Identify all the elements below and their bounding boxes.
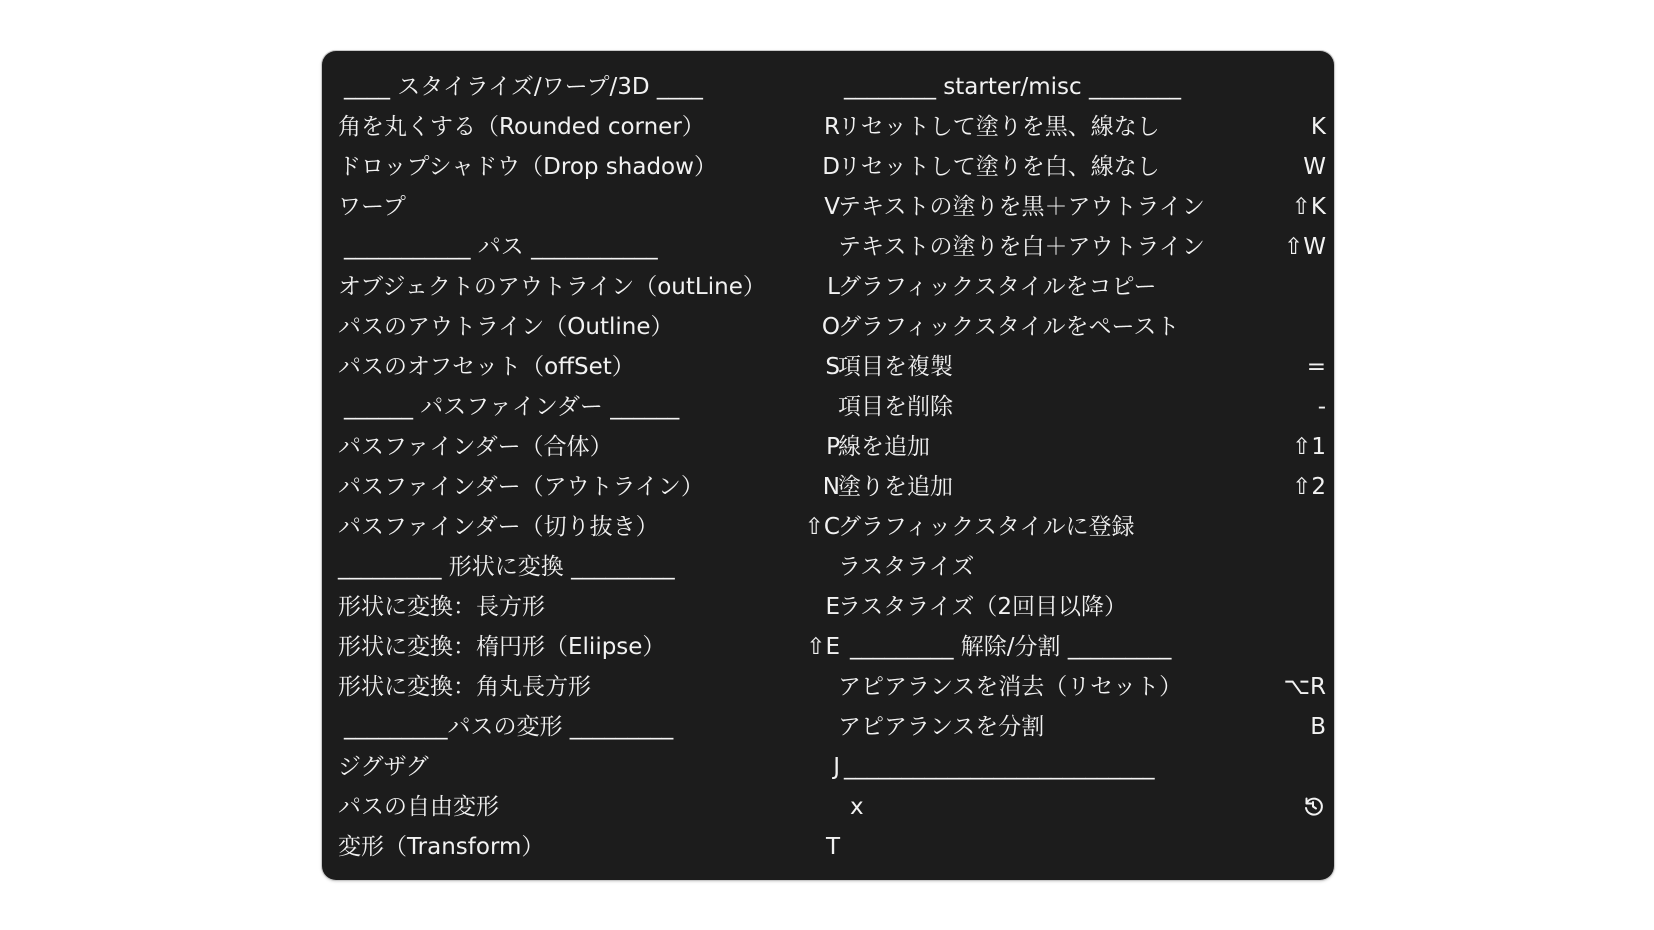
menu-item[interactable] — [338, 587, 840, 627]
menu-item[interactable] — [838, 387, 1326, 427]
menu-item[interactable] — [838, 467, 1326, 507]
menu-item[interactable] — [838, 147, 1326, 187]
menu-item[interactable] — [338, 827, 840, 867]
menu-item-label: グラフィックスタイルに登録 — [838, 514, 1135, 540]
menu-item[interactable] — [838, 427, 1326, 467]
menu-item[interactable] — [338, 347, 840, 387]
menu-item[interactable] — [838, 507, 1326, 547]
menu-item[interactable] — [338, 427, 840, 467]
context-menu — [322, 51, 1334, 880]
menu-item[interactable] — [838, 307, 1326, 347]
menu-item-label: _________パスの変形 _________ — [344, 714, 674, 740]
menu-item[interactable] — [338, 787, 840, 827]
menu-item-label: 項目を複製 — [838, 354, 953, 380]
menu-item-label: _________ 形状に変換 _________ — [338, 554, 675, 580]
menu-item-shortcut: V — [824, 194, 840, 220]
menu-section-header — [338, 547, 840, 587]
menu-item-label: x — [850, 794, 864, 820]
menu-item-label: ジグザグ — [338, 754, 429, 780]
menu-item-label: ドロップシャドウ（Drop shadow） — [338, 154, 717, 180]
menu-item[interactable] — [338, 267, 840, 307]
menu-item-shortcut: O — [821, 314, 840, 340]
menu-item-shortcut: ⇧2 — [1292, 474, 1326, 500]
menu-column-left — [338, 67, 840, 867]
menu-section-header — [838, 627, 1326, 667]
menu-section-header — [838, 67, 1326, 107]
menu-item[interactable] — [838, 227, 1326, 267]
menu-item-shortcut: ⇧E — [806, 634, 840, 660]
menu-item[interactable] — [838, 587, 1326, 627]
menu-item-label: 形状に変換：角丸長方形 — [338, 674, 591, 700]
menu-item-label: 角を丸くする（Rounded corner） — [338, 114, 705, 140]
menu-item[interactable] — [838, 347, 1326, 387]
menu-item[interactable] — [338, 747, 840, 787]
menu-item-label: 形状に変換：長方形 — [338, 594, 545, 620]
menu-item-shortcut: W — [1303, 154, 1326, 180]
menu-item-label: _________ 解除/分割 _________ — [850, 634, 1172, 660]
menu-item-label: グラフィックスタイルをペースト — [838, 314, 1180, 340]
menu-section-header — [838, 747, 1326, 787]
menu-item[interactable] — [338, 467, 840, 507]
menu-item-label: グラフィックスタイルをコピー — [838, 274, 1157, 300]
menu-item-label: テキストの塗りを黒＋アウトライン — [838, 194, 1205, 220]
menu-item-shortcut: E — [825, 594, 840, 620]
menu-item-label: パスファインダー（合体） — [338, 434, 613, 460]
menu-item[interactable] — [838, 107, 1326, 147]
menu-section-header — [338, 707, 840, 747]
menu-item-label: ___________ パス ___________ — [344, 234, 658, 260]
menu-item-shortcut: R — [824, 114, 840, 140]
menu-item[interactable] — [338, 187, 840, 227]
menu-section-header — [338, 227, 840, 267]
menu-item-label: 項目を削除 — [838, 394, 953, 420]
menu-item-shortcut: B — [1310, 714, 1326, 740]
menu-item-label: 形状に変換：楕円形（Eliipse） — [338, 634, 666, 660]
menu-item-label: ラスタライズ（2回目以降） — [838, 594, 1128, 620]
menu-item[interactable] — [838, 547, 1326, 587]
menu-item-shortcut: P — [826, 434, 840, 460]
menu-item-label: アピアランスを消去（リセット） — [838, 674, 1183, 700]
menu-item-shortcut: L — [827, 274, 840, 300]
menu-item-shortcut: J — [833, 754, 840, 780]
menu-item[interactable] — [838, 187, 1326, 227]
menu-item[interactable] — [838, 787, 1326, 827]
menu-item-shortcut: - — [1317, 394, 1326, 420]
menu-item[interactable] — [338, 107, 840, 147]
menu-item-shortcut: N — [822, 474, 840, 500]
menu-item-label: オブジェクトのアウトライン（outLine） — [338, 274, 766, 300]
menu-item-label: パスのアウトライン（Outline） — [338, 314, 674, 340]
menu-item-label: アピアランスを分割 — [838, 714, 1045, 740]
menu-item-label: 変形（Transform） — [338, 834, 545, 860]
menu-item-label: パスのオフセット（offSet） — [338, 354, 635, 380]
menu-item-shortcut: K — [1310, 114, 1326, 140]
menu-item-shortcut: ⇧W — [1283, 234, 1326, 260]
menu-item-shortcut: ⇧K — [1291, 194, 1326, 220]
menu-column-right — [838, 67, 1326, 827]
menu-item[interactable] — [338, 507, 840, 547]
menu-item[interactable] — [338, 627, 840, 667]
menu-item-shortcut: ⇧1 — [1292, 434, 1326, 460]
menu-item-label: パスファインダー（アウトライン） — [338, 474, 704, 500]
menu-item[interactable] — [338, 147, 840, 187]
menu-item-label: テキストの塗りを白＋アウトライン — [838, 234, 1205, 260]
menu-item-label: パスの自由変形 — [338, 794, 499, 820]
menu-item-label: ワープ — [338, 194, 406, 220]
menu-item-label: リセットして塗りを白、線なし — [838, 154, 1160, 180]
menu-section-header — [338, 387, 840, 427]
menu-item-shortcut: = — [1306, 354, 1326, 380]
menu-item-label: 線を追加 — [838, 434, 930, 460]
reset-icon — [1302, 787, 1326, 827]
menu-item-label: 塗りを追加 — [838, 474, 953, 500]
menu-item-shortcut: T — [825, 834, 840, 860]
menu-item[interactable] — [338, 307, 840, 347]
menu-item-shortcut: ⌥R — [1283, 674, 1326, 700]
menu-item-shortcut: ⇧C — [804, 514, 840, 540]
menu-item-label: リセットして塗りを黒、線なし — [838, 114, 1160, 140]
menu-item-label: パスファインダー（切り抜き） — [338, 514, 659, 540]
menu-item-shortcut: S — [825, 354, 840, 380]
menu-item[interactable] — [838, 667, 1326, 707]
menu-item-label: ____ スタイライズ/ワープ/3D ____ — [344, 74, 703, 100]
menu-item[interactable] — [838, 267, 1326, 307]
menu-item-label: ___________________________ — [844, 754, 1155, 780]
menu-item-shortcut: D — [822, 154, 840, 180]
menu-item[interactable] — [338, 667, 840, 707]
menu-section-header — [338, 67, 840, 107]
menu-item-label: ラスタライズ — [838, 554, 975, 580]
menu-item-label: ________ starter/misc ________ — [844, 74, 1181, 100]
menu-item[interactable] — [838, 707, 1326, 747]
menu-item-label: ______ パスファインダー ______ — [344, 394, 680, 420]
